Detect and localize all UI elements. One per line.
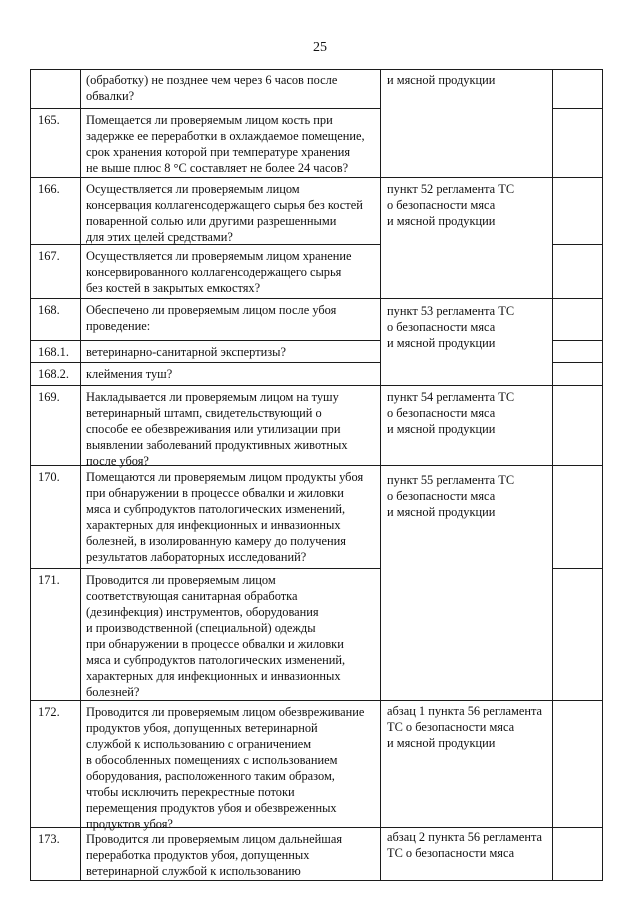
row-number: 168. — [38, 303, 60, 317]
row-divider — [30, 298, 381, 299]
table-border-bottom — [30, 880, 603, 881]
legal-reference: пункт 55 регламента ТС о безопасности мяса и мясной продукции — [387, 473, 515, 519]
legal-reference: пункт 54 регламента ТС о безопасности мяса и мясной продукции — [387, 390, 515, 436]
ref-divider — [380, 298, 553, 299]
row-number: 165. — [38, 113, 60, 127]
row-divider — [552, 385, 603, 386]
column-divider — [80, 69, 81, 880]
ref-divider — [380, 465, 553, 466]
row-divider — [552, 298, 603, 299]
row-number: 172. — [38, 705, 60, 719]
row-divider — [30, 108, 381, 109]
row-divider — [552, 244, 603, 245]
row-divider — [552, 69, 603, 70]
ref-divider — [380, 700, 553, 701]
row-number: 170. — [38, 470, 60, 484]
row-number: 171. — [38, 573, 60, 587]
ref-divider — [380, 177, 553, 178]
row-divider — [552, 827, 603, 828]
question-text: Проводится ли проверяемым лицом обезвреживание продуктов убоя, допущенных ветеринарной службой к использованию с ограничением в обособленных помещениях с использованием оборудования, расположенного таким образом, чтобы исключить перекрестные потоки перемещения продуктов убоя и обезвреженных продуктов убоя? — [86, 705, 365, 831]
row-divider — [552, 568, 603, 569]
question-text: Осуществляется ли проверяемым лицом хранение консервированного коллагенсодержащего сырья без костей в закрытых емкостях? — [86, 249, 352, 295]
row-divider — [552, 362, 603, 363]
row-divider — [30, 362, 381, 363]
row-number: 168.2. — [38, 367, 69, 381]
row-divider — [30, 340, 381, 341]
question-text: Обеспечено ли проверяемым лицом после убоя проведение: — [86, 303, 337, 333]
row-number: 173. — [38, 832, 60, 846]
row-number: 166. — [38, 182, 60, 196]
ref-divider — [380, 827, 553, 828]
question-text: Накладывается ли проверяемым лицом на тушу ветеринарный штамп, свидетельствующий о способе ее обезвреживания или утилизации при выявлении заболеваний продуктивных животных после убоя? — [86, 390, 348, 468]
column-divider — [380, 69, 381, 880]
row-number: 167. — [38, 249, 60, 263]
row-divider — [30, 69, 381, 70]
legal-reference: и мясной продукции — [387, 73, 496, 87]
question-text: клеймения туш? — [86, 367, 173, 381]
row-divider — [552, 465, 603, 466]
legal-reference: абзац 1 пункта 56 регламента ТС о безопасности мяса и мясной продукции — [387, 704, 543, 750]
row-divider — [552, 108, 603, 109]
legal-reference: пункт 53 регламента ТС о безопасности мяса и мясной продукции — [387, 304, 515, 350]
question-text: ветеринарно-санитарной экспертизы? — [86, 345, 286, 359]
column-divider — [552, 69, 553, 880]
page-number: 25 — [313, 40, 327, 55]
table-border-right — [602, 69, 603, 880]
row-divider — [552, 340, 603, 341]
question-text: Помещаются ли проверяемым лицом продукты убоя при обнаружении в процессе обвалки и жиловки мяса и субпродуктов патологических изменений, характерных для инфекционных и инвазионных болезней, в изолированную камеру до получения результатов лабораторных исследований? — [86, 470, 364, 564]
row-divider — [552, 700, 603, 701]
table-border-left — [30, 69, 31, 880]
legal-reference: абзац 2 пункта 56 регламента ТС о безопасности мяса — [387, 830, 543, 860]
question-text: Помещается ли проверяемым лицом кость при задержке ее переработки в охлаждаемое помещение, срок хранения которой при температуре хранения не выше плюс 8 °С составляет не более 24 часов? — [86, 113, 365, 175]
row-divider — [552, 880, 603, 881]
row-divider — [30, 385, 381, 386]
question-text: Проводится ли проверяемым лицом дальнейшая переработка продуктов убоя, допущенных ветеринарной службой к использованию — [86, 832, 343, 878]
ref-divider — [380, 69, 553, 70]
row-divider — [30, 568, 381, 569]
row-divider — [552, 177, 603, 178]
row-divider — [30, 177, 381, 178]
question-text: Проводится ли проверяемым лицом соответствующая санитарная обработка (дезинфекция) инструментов, оборудования и производственной (специальной) одежды при обнаружении в процессе обвалки и жиловки мяса и субпродуктов патологических изменений, характерных для инфекционных и инвазионных болезней? — [86, 573, 346, 699]
legal-reference: пункт 52 регламента ТС о безопасности мяса и мясной продукции — [387, 182, 515, 228]
question-text: Осуществляется ли проверяемым лицом консервация коллагенсодержащего сырья без костей поваренной солью или другими разрешенными для этих целей средствами? — [86, 182, 363, 244]
row-divider — [30, 700, 381, 701]
ref-divider — [380, 385, 553, 386]
question-text: (обработку) не позднее чем через 6 часов после обвалки? — [86, 73, 338, 103]
row-number: 169. — [38, 390, 60, 404]
row-number: 168.1. — [38, 345, 69, 359]
